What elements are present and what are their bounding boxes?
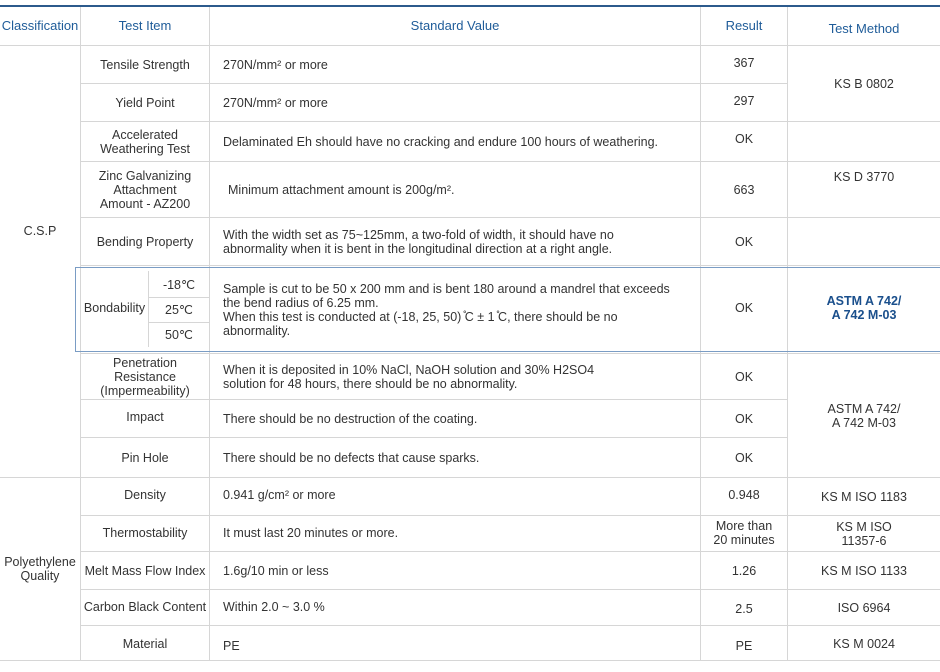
test-item: Melt Mass Flow Index	[84, 563, 206, 578]
test-item: Pin Hole	[121, 450, 169, 465]
test-item: Thermostability	[102, 525, 188, 540]
standard-value: 270N/mm² or more	[223, 95, 328, 110]
standard-value: Delaminated Eh should have no cracking and endure 100 hours of weathering.	[223, 134, 659, 149]
result-value: 1.26	[731, 563, 757, 578]
header-result: Result	[725, 18, 763, 33]
test-item: Yield Point	[115, 95, 175, 110]
header-test-item: Test Item	[118, 18, 172, 33]
test-method: KS B 0802	[834, 76, 894, 91]
result-value: OK	[734, 131, 754, 146]
standard-value: 0.941 g/cm² or more	[223, 487, 336, 502]
group-polyethylene: Polyethylene Quality	[4, 555, 76, 583]
test-item: Bending Property	[96, 234, 194, 249]
standard-value: There should be no defects that cause sparks.	[223, 450, 480, 465]
standard-value: 270N/mm² or more	[223, 57, 328, 72]
temperature-cell: 25℃	[165, 303, 193, 317]
test-item: Carbon Black Content	[83, 599, 207, 614]
test-item: Density	[124, 487, 166, 502]
test-item: Accelerated Weathering Test	[100, 127, 190, 156]
result-value: More than 20 minutes	[713, 518, 775, 547]
test-method: KS M ISO 1183	[821, 489, 907, 504]
test-method: KS D 3770	[833, 170, 895, 184]
standard-value: When it is deposited in 10% NaCl, NaOH solution and 30% H2SO4 solution for 48 hours, there should be no abnormality.	[223, 362, 595, 391]
standard-value: Minimum attachment amount is 200g/m².	[228, 182, 455, 197]
test-item: Impact	[126, 409, 164, 424]
result-value: 663	[733, 182, 755, 197]
result-value: 297	[733, 93, 755, 108]
group-csp: C.S.P	[23, 224, 57, 238]
result-value: 0.948	[728, 487, 760, 502]
result-value: OK	[734, 411, 754, 426]
standard-value: Within 2.0 ~ 3.0 %	[223, 599, 325, 614]
temperature-cell: 50℃	[165, 328, 193, 342]
test-item: Material	[122, 637, 168, 651]
result-value: OK	[734, 450, 754, 465]
temperature-cell: -18℃	[162, 277, 196, 292]
header-test-method: Test Method	[828, 21, 900, 36]
standard-value: It must last 20 minutes or more.	[223, 525, 399, 540]
result-value: PE	[735, 639, 753, 653]
test-method: KS M 0024	[833, 637, 895, 651]
standard-value: With the width set as 75~125mm, a two-fold of width, it should have no abnormality when it is bent in the longitudinal direction at a right angle.	[223, 227, 614, 256]
standard-value: 1.6g/10 min or less	[223, 563, 329, 578]
test-method: ISO 6964	[837, 600, 891, 615]
result-value: OK	[734, 369, 754, 384]
standard-value: PE	[223, 639, 240, 653]
test-method-highlight: ASTM A 742/ A 742 M-03	[826, 294, 902, 322]
result-value: OK	[734, 234, 754, 249]
test-method: KS M ISO 1133	[821, 563, 907, 578]
test-method: ASTM A 742/ A 742 M-03	[827, 402, 901, 430]
standard-value: Sample is cut to be 50 x 200 mm and is bent 180 around a mandrel that exceeds the bend radius of 6.25 mm. When this test is conducted at (-18, 25, 50) ̊C ± 1 ̊C, there should be no abnormality.	[223, 282, 670, 338]
result-value: 2.5	[735, 601, 753, 616]
test-item: Bondability	[83, 301, 146, 315]
result-value: 367	[733, 55, 755, 70]
test-item: Tensile Strength	[100, 57, 190, 72]
result-value: OK	[734, 301, 754, 315]
header-standard-value: Standard Value	[410, 18, 500, 33]
test-item: Zinc Galvanizing Attachment Amount - AZ200	[98, 168, 192, 211]
standard-value: There should be no destruction of the coating.	[223, 411, 478, 426]
test-item: Penetration Resistance (Impermeability)	[100, 355, 190, 398]
test-method: KS M ISO 11357-6	[836, 519, 892, 548]
header-classification: Classification	[1, 18, 79, 33]
